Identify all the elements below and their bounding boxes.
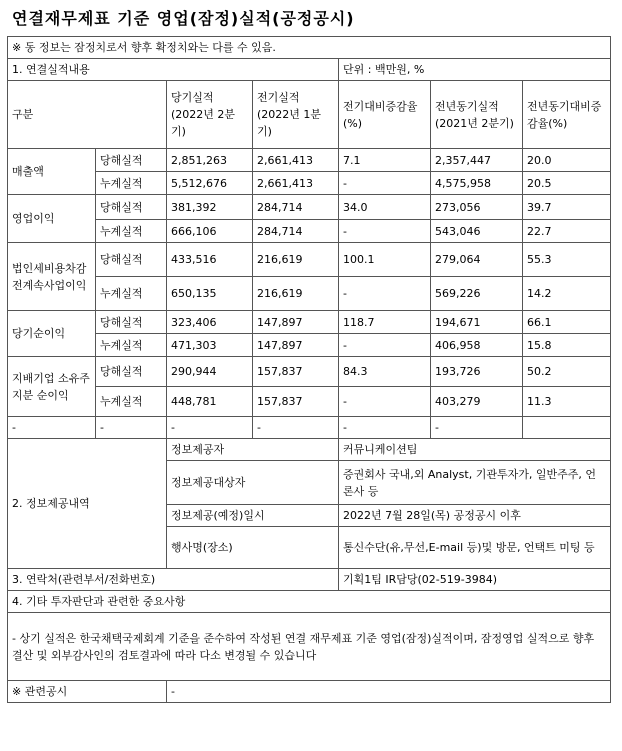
cell-prev: 2,661,413: [253, 172, 339, 195]
cell-cur: 2,851,263: [167, 149, 253, 172]
cell-pchg: -: [339, 387, 431, 417]
cell-pchg: 118.7: [339, 311, 431, 334]
type-label: 누계실적: [96, 172, 167, 195]
cell-yoy: 194,671: [431, 311, 523, 334]
cell-yoy: 543,046: [431, 220, 523, 243]
dash-cell: -: [96, 417, 167, 439]
date-value: 2022년 7월 28일(목) 공정공시 이후: [339, 505, 611, 527]
cell-pchg: -: [339, 220, 431, 243]
type-label: 당해실적: [96, 149, 167, 172]
cell-ychg: 50.2: [523, 357, 611, 387]
section4-label: 4. 기타 투자판단과 관련한 중요사항: [8, 591, 611, 613]
cell-cur: 5,512,676: [167, 172, 253, 195]
dash-cell: -: [339, 417, 431, 439]
type-label: 누계실적: [96, 334, 167, 357]
cell-ychg: 39.7: [523, 195, 611, 220]
dash-cell: -: [431, 417, 523, 439]
cell-yoy: 193,726: [431, 357, 523, 387]
cell-prev: 216,619: [253, 277, 339, 311]
event-label: 행사명(장소): [167, 527, 339, 569]
related-value: -: [167, 681, 611, 703]
cell-pchg: -: [339, 277, 431, 311]
target-label: 정보제공대상자: [167, 461, 339, 505]
item-label: 지배기업 소유주지분 순이익: [8, 357, 96, 417]
cell-prev: 157,837: [253, 357, 339, 387]
cell-cur: 471,303: [167, 334, 253, 357]
cell-yoy: 4,575,958: [431, 172, 523, 195]
type-label: 당해실적: [96, 195, 167, 220]
cell-prev: 147,897: [253, 334, 339, 357]
page-title: 연결재무제표 기준 영업(잠정)실적(공정공시): [12, 9, 355, 28]
target-value: 증권회사 국내,외 Analyst, 기관투자가, 일반주주, 언론사 등: [339, 461, 611, 505]
disclosure-table: [7, 36, 611, 703]
header-yoy-change: 전년동기대비증감율(%): [523, 81, 611, 149]
cell-prev: 147,897: [253, 311, 339, 334]
cell-yoy: 403,279: [431, 387, 523, 417]
cell-ychg: 20.0: [523, 149, 611, 172]
cell-ychg: 15.8: [523, 334, 611, 357]
section4-text: - 상기 실적은 한국채택국제회계 기준을 준수하여 작성된 연결 재무제표 기준 영업(잠정)실적이며, 잠정영업 실적으로 향후 결산 및 외부감사인의 검토결과에 따라 다소 변경될 수 있습니다: [8, 613, 611, 681]
type-label: 누계실적: [96, 277, 167, 311]
cell-yoy: 2,357,447: [431, 149, 523, 172]
cell-cur: 448,781: [167, 387, 253, 417]
related-label: ※ 관련공시: [8, 681, 167, 703]
type-label: 당해실적: [96, 357, 167, 387]
cell-yoy: 406,958: [431, 334, 523, 357]
provider-label: 정보제공자: [167, 439, 339, 461]
cell-ychg: 55.3: [523, 243, 611, 277]
dash-cell: -: [253, 417, 339, 439]
cell-prev: 2,661,413: [253, 149, 339, 172]
cell-cur: 433,516: [167, 243, 253, 277]
item-label: 영업이익: [8, 195, 96, 243]
cell-pchg: -: [339, 334, 431, 357]
cell-cur: 666,106: [167, 220, 253, 243]
cell-yoy: 279,064: [431, 243, 523, 277]
cell-yoy: 273,056: [431, 195, 523, 220]
header-prev-change: 전기대비증감율(%): [339, 81, 431, 149]
dash-cell: -: [8, 417, 96, 439]
cell-yoy: 569,226: [431, 277, 523, 311]
cell-ychg: 14.2: [523, 277, 611, 311]
cell-ychg: 11.3: [523, 387, 611, 417]
cell-prev: 284,714: [253, 220, 339, 243]
cell-pchg: 100.1: [339, 243, 431, 277]
type-label: 누계실적: [96, 387, 167, 417]
event-value: 통신수단(유,무선,E-mail 등)및 방문, 언택트 미팅 등: [339, 527, 611, 569]
cell-ychg: 20.5: [523, 172, 611, 195]
header-yoy: 전년동기실적 (2021년 2분기): [431, 81, 523, 149]
dash-cell: -: [167, 417, 253, 439]
item-label: 당기순이익: [8, 311, 96, 357]
section1-label: 1. 연결실적내용: [8, 59, 339, 81]
header-gubun: 구분: [8, 81, 167, 149]
cell-pchg: -: [339, 172, 431, 195]
cell-pchg: 7.1: [339, 149, 431, 172]
type-label: 당해실적: [96, 311, 167, 334]
date-label: 정보제공(예정)일시: [167, 505, 339, 527]
cell-cur: 323,406: [167, 311, 253, 334]
header-current: 당기실적 (2022년 2분기): [167, 81, 253, 149]
cell-pchg: 34.0: [339, 195, 431, 220]
unit-label: 단위 : 백만원, %: [339, 59, 611, 81]
cell-prev: 216,619: [253, 243, 339, 277]
dash-cell: [523, 417, 611, 439]
cell-prev: 284,714: [253, 195, 339, 220]
cell-prev: 157,837: [253, 387, 339, 417]
item-label: 법인세비용차감전계속사업이익: [8, 243, 96, 311]
cell-cur: 650,135: [167, 277, 253, 311]
header-prev: 전기실적 (2022년 1분기): [253, 81, 339, 149]
notice-text: ※ 동 정보는 잠정치로서 향후 확정치와는 다를 수 있음.: [8, 37, 611, 59]
cell-pchg: 84.3: [339, 357, 431, 387]
provider-value: 커뮤니케이션팀: [339, 439, 611, 461]
section3-label: 3. 연락처(관련부서/전화번호): [8, 569, 339, 591]
cell-ychg: 22.7: [523, 220, 611, 243]
type-label: 당해실적: [96, 243, 167, 277]
cell-cur: 290,944: [167, 357, 253, 387]
cell-cur: 381,392: [167, 195, 253, 220]
section3-value: 기획1팀 IR담당(02-519-3984): [339, 569, 611, 591]
section2-label: 2. 정보제공내역: [8, 439, 167, 569]
type-label: 누계실적: [96, 220, 167, 243]
cell-ychg: 66.1: [523, 311, 611, 334]
item-label: 매출액: [8, 149, 96, 195]
